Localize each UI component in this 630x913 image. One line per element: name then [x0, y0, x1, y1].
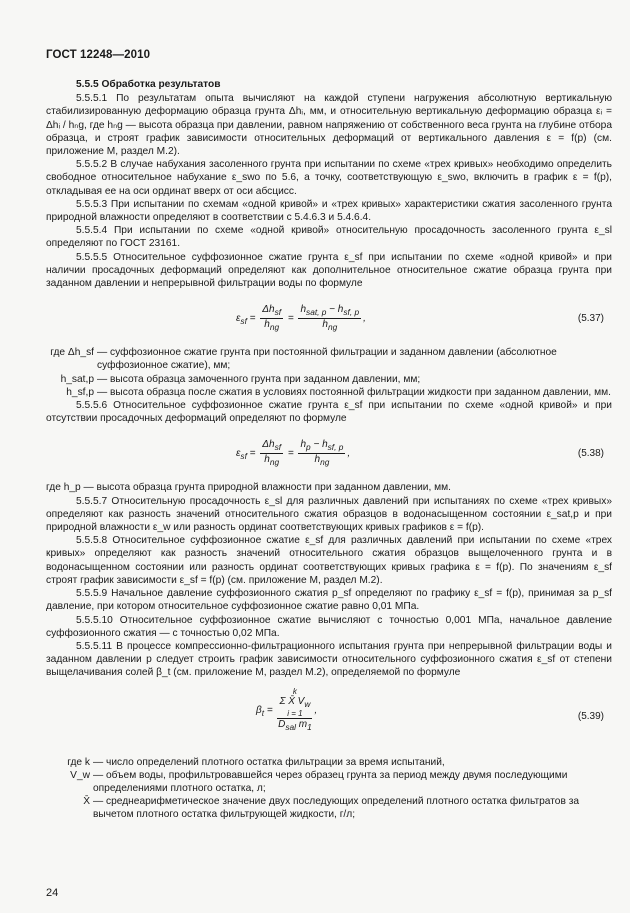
definition-symbol: где Δh_sf: [50, 347, 94, 359]
formula-5-37: $\varepsilon_{sf}$ = $\frac{\Delta h_{sf}}{h_{ng}}$ = $\frac{h_{sat, p} - h_{sf, p}}{h_{ng}}$ ,: [236, 304, 366, 333]
definition-text: — суффозионное сжатие грунта при постоянной фильтрации и заданном давлении (абсолютное суффозионное сжатие), мм;: [97, 347, 557, 372]
paragraph-5-5-5-9: 5.5.5.9 Начальное давление суффозионного сжатия p_sf определяют по графику ε_sf = f(p), принимая за p_sf давление, при котором относительное суффозионное сжатие равно 0,01 МПа.: [46, 588, 612, 613]
paragraph-5-5-5-8: 5.5.5.8 Относительное суффозионное сжатие ε_sf для различных давлений при испытании по схеме «трех кривых» определяют как разность значений относительного сжатия образцов выщелоченного грунта и в водонасыщенном состоянии или разность ординат соответствующих кривых графика ε = f(p). По значениям ε_sf строят график зависимости ε_sf = f(p) (см. приложение М, раздел М.2).: [46, 535, 612, 586]
paragraph-5-5-5-2: 5.5.5.2 В случае набухания засоленного грунта при испытании по схеме «трех кривых» необходимо определить свободное относительное набухание ε_swo по 5.6, а точку, соответствующую ε_swo, включить в график ε = f(p), откладывая ее на оси ординат вверх от оси абсцисс.: [46, 159, 612, 197]
equation-number-5-37: (5.37): [577, 313, 604, 325]
definition-row: [46, 386, 612, 399]
paragraph-5-5-5-4: 5.5.5.4 При испытании по схеме «одной кривой» относительную просадочность засоленного грунта ε_sl определяют по ГОСТ 23161.: [46, 225, 612, 250]
equation-number-5-39: (5.39): [577, 710, 604, 722]
definition-symbol: h_sf,p: [66, 386, 94, 398]
paragraph-5-5-5-3: 5.5.5.3 При испытании по схемам «одной кривой» и «трех кривых» характеристики сжатия засоленного грунта природной влажности определяют в соответствии с 5.4.6.3 и 5.4.6.4.: [46, 198, 612, 224]
definition-symbol: X̄: [83, 796, 90, 808]
definition-symbol: где k: [67, 756, 90, 768]
formula-5-39: $\beta_t$ = k Σ X̄ $V_w$ i = 1 $D_{sal}$ $m_1$ ,: [256, 686, 318, 732]
equation-5-39: [46, 686, 612, 750]
definition-symbol: h_sat,p: [60, 373, 94, 385]
standard-header: ГОСТ 12248—2010: [46, 49, 151, 61]
definition-row: [46, 373, 612, 386]
definitions-5-37: [46, 346, 612, 399]
definition-h-p: где h_p — высота образца грунта природной влажности при заданном давлении, мм.: [46, 482, 451, 494]
definition-text: — число определений плотного остатка фильтрации за время испытаний,: [93, 756, 445, 768]
equation-5-37: [46, 298, 612, 338]
equation-number-5-38: (5.38): [577, 448, 604, 460]
paragraph-5-5-5-11: 5.5.5.11 В процессе компрессионно-фильтрационного испытания грунта при непрерывной фильтрации воды и заданном давлении p следует строить график зависимости относительного суффозионного сжатия ε_sf от степени выщелачивания солей β_t (см. приложение М, раздел М.2), определяемой по формуле: [46, 640, 612, 679]
definition-text: — среднеарифметическое значение двух последующих определений плотного остатка фильтратов за вычетом плотного остатка фильтрующей жидкости, г/л;: [93, 796, 580, 821]
definition-row: [46, 769, 612, 795]
definitions-5-39: [46, 756, 612, 822]
definition-text: — объем воды, профильтровавшейся через образец грунта за период между двумя последующими определениями плотного остатка, л;: [93, 769, 568, 794]
paragraph-5-5-5-1: 5.5.5.1 По результатам опыта вычисляют на каждой ступени нагружения абсолютную вертикальную стабилизированную деформацию образца грунта Δhᵢ, мм, и относительную вертикальную деформацию образца εᵢ = Δhᵢ / hₙg, где hₙg — высота образца при давлении, равном напряжению от собственного веса грунта на глубине отбора образца, и строят график зависимости относительных деформаций от вертикального давления ε = f(p) (см. приложение М, раздел М.2).: [46, 93, 612, 158]
definition-symbol: V_w: [70, 769, 90, 781]
page-content: [46, 78, 612, 822]
paragraph-5-5-5-10: 5.5.5.10 Относительное суффозионное сжатие вычисляют с точностью 0,001 МПа, начальное давление суффозионного сжатия — с точностью 0,02 МПа.: [46, 614, 612, 639]
definition-row: [46, 756, 612, 769]
section-title: 5.5.5 Обработка результатов: [76, 79, 221, 90]
paragraph-5-5-5-6: 5.5.5.6 Относительное суффозионное сжатие грунта ε_sf при испытании по схеме «одной кривой» и при отсутствии просадочных деформаций определяют по формуле: [46, 400, 612, 425]
paragraph-5-5-5-7: 5.5.5.7 Относительную просадочность ε_sl для различных давлений при испытаниях по схеме «трех кривых» определяют как разность значений относительного сжатия образцов в водонасыщенном состоянии ε_sat,p и при природной влажности ε_w или разность ординат соответствующих кривых графиков ε = f(p).: [46, 495, 612, 534]
equation-5-38: [46, 433, 612, 473]
definition-row: [46, 795, 612, 821]
definition-text: — высота образца замоченного грунта при заданном давлении, мм;: [97, 373, 421, 385]
definition-row: [46, 346, 612, 372]
page-number: 24: [46, 887, 59, 899]
paragraph-5-5-5-5: 5.5.5.5 Относительное суффозионное сжатие грунта ε_sf при испытании по схеме «одной кривой» и при наличии просадочных деформаций определяют как дополнительное относительное сжатие образца грунта при заданном давлении и непрерывной фильтрации воды по формуле: [46, 251, 612, 290]
formula-5-38: $\varepsilon_{sf}$ = $\frac{\Delta h_{sf}}{h_{ng}}$ = $\frac{h_p - h_{sf, p}}{h_{ng}}$ ,: [236, 439, 351, 468]
definition-text: — высота образца после сжатия в условиях постоянной фильтрации жидкости при заданном давлении, мм.: [97, 386, 611, 398]
